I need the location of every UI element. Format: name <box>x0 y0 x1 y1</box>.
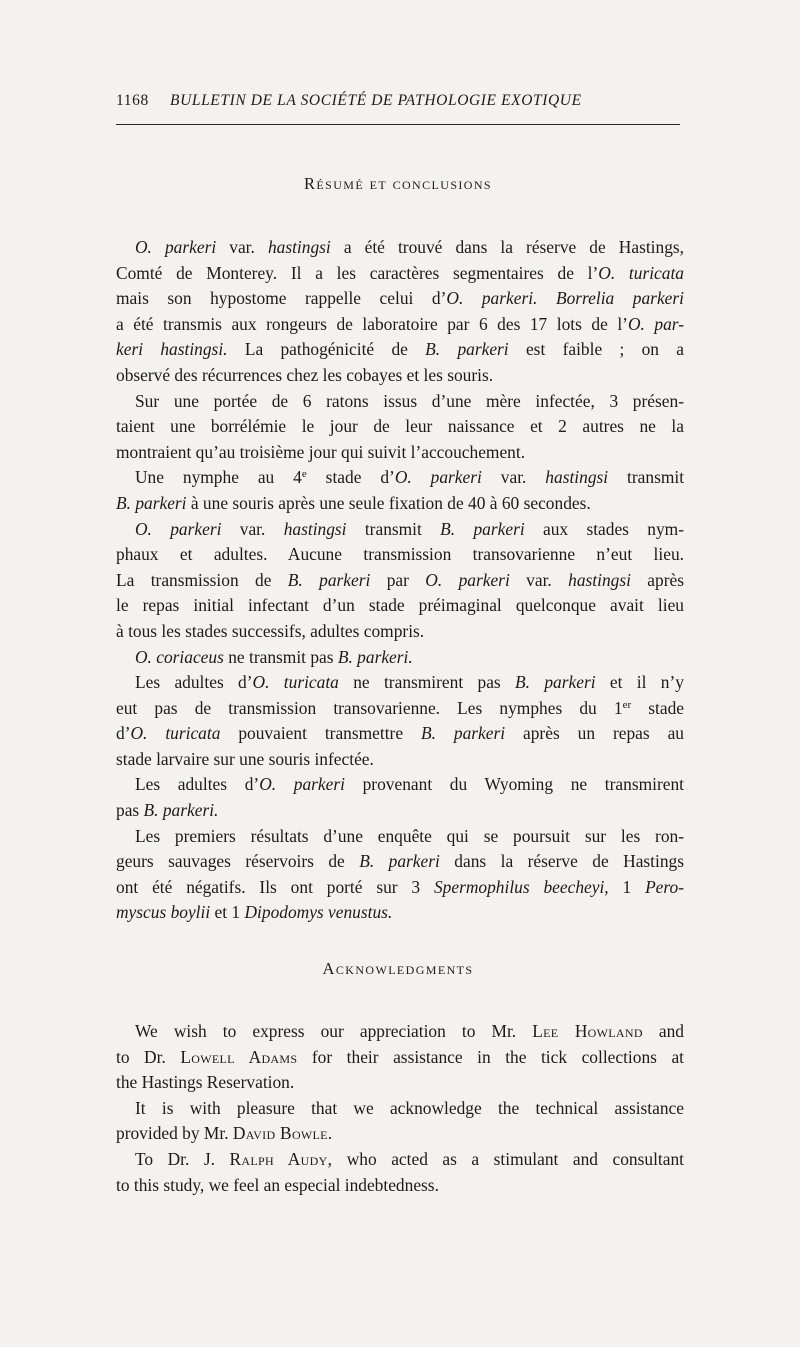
resume-line: phaux et adultes. Aucune transmission transovarienne n’eut lieu. <box>116 544 684 565</box>
resume-line: La transmission de B. parkeri par O. parkeri var. hastingsi après <box>116 569 685 590</box>
ack-line: the Hastings Reservation. <box>116 1072 295 1093</box>
resume-line: pas B. parkeri. <box>116 800 219 821</box>
resume-title: Résumé et conclusions <box>304 174 492 193</box>
ack-line: To Dr. J. Ralph Audy, who acted as a stimulant and consultant <box>135 1148 684 1169</box>
resume-line: Comté de Monterey. Il a les caractères segmentaires de l’O. turicata <box>116 262 684 283</box>
resume-line: observé des récurrences chez les cobayes et les souris. <box>116 364 494 385</box>
resume-line: B. parkeri à une souris après une seule fixation de 40 à 60 secondes. <box>116 492 591 513</box>
acknowledgments-title: Acknowledgments <box>322 959 474 978</box>
journal-title: BULLETIN DE LA SOCIÉTÉ DE PATHOLOGIE EXOTIQUE <box>170 92 582 109</box>
resume-line: mais son hypostome rappelle celui d’O. parkeri. Borrelia parkeri <box>116 288 684 309</box>
resume-line: le repas initial infectant d’un stade préimaginal quelconque avait lieu <box>116 595 684 616</box>
resume-body <box>116 235 684 926</box>
resume-line: Une nymphe au 4e stade d’O. parkeri var. hastingsi transmit <box>135 467 685 488</box>
resume-line: stade larvaire sur une souris infectée. <box>116 748 374 769</box>
resume-line: à tous les stades successifs, adultes compris. <box>116 620 425 641</box>
resume-line: montraient qu’au troisième jour qui suivit l’accouchement. <box>116 441 526 462</box>
resume-line: Les adultes d’O. parkeri provenant du Wyoming ne transmirent <box>135 774 684 795</box>
resume-line: Les adultes d’O. turicata ne transmirent pas B. parkeri et il n’y <box>135 672 684 693</box>
ack-line: It is with pleasure that we acknowledge the technical assistance <box>135 1097 684 1118</box>
header-rule <box>116 124 680 125</box>
ack-line: We wish to express our appreciation to Mr. Lee Howland and <box>135 1021 684 1041</box>
resume-line: Les premiers résultats d’une enquête qui se poursuit sur les ron- <box>135 825 684 846</box>
resume-line: ont été négatifs. Ils ont porté sur 3 Spermophilus beecheyi, 1 Pero- <box>116 876 685 897</box>
resume-line: eut pas de transmission transovarienne. Les nymphes du 1er stade <box>116 697 684 718</box>
resume-line: d’O. turicata pouvaient transmettre B. parkeri après un repas au <box>116 723 684 744</box>
acknowledgments-body <box>116 1019 684 1198</box>
resume-line: O. parkeri var. hastingsi a été trouvé dans la réserve de Hastings, <box>135 237 685 257</box>
ack-line: to Dr. Lowell Adams for their assistance in the tick collections at <box>116 1046 685 1067</box>
resume-line: geurs sauvages réservoirs de B. parkeri dans la réserve de Hastings <box>116 851 685 872</box>
resume-line: a été transmis aux rongeurs de laboratoire par 6 des 17 lots de l’O. par- <box>116 313 684 334</box>
resume-line: O. parkeri var. hastingsi transmit B. parkeri aux stades nym- <box>135 518 684 539</box>
page-number: 1168 <box>116 92 149 109</box>
ack-line: provided by Mr. David Bowle. <box>116 1123 333 1144</box>
resume-line: myscus boylii et 1 Dipodomys venustus. <box>116 902 393 923</box>
ack-line: to this study, we feel an especial indebtedness. <box>116 1174 439 1195</box>
resume-line: Sur une portée de 6 ratons issus d’une mère infectée, 3 présen- <box>135 390 684 411</box>
resume-line: keri hastingsi. La pathogénicité de B. parkeri est faible ; on a <box>116 339 685 360</box>
resume-line: O. coriaceus ne transmit pas B. parkeri. <box>135 646 413 667</box>
resume-line: taient une borrélémie le jour de leur naissance et 2 autres ne la <box>116 416 684 437</box>
running-head <box>116 92 680 118</box>
